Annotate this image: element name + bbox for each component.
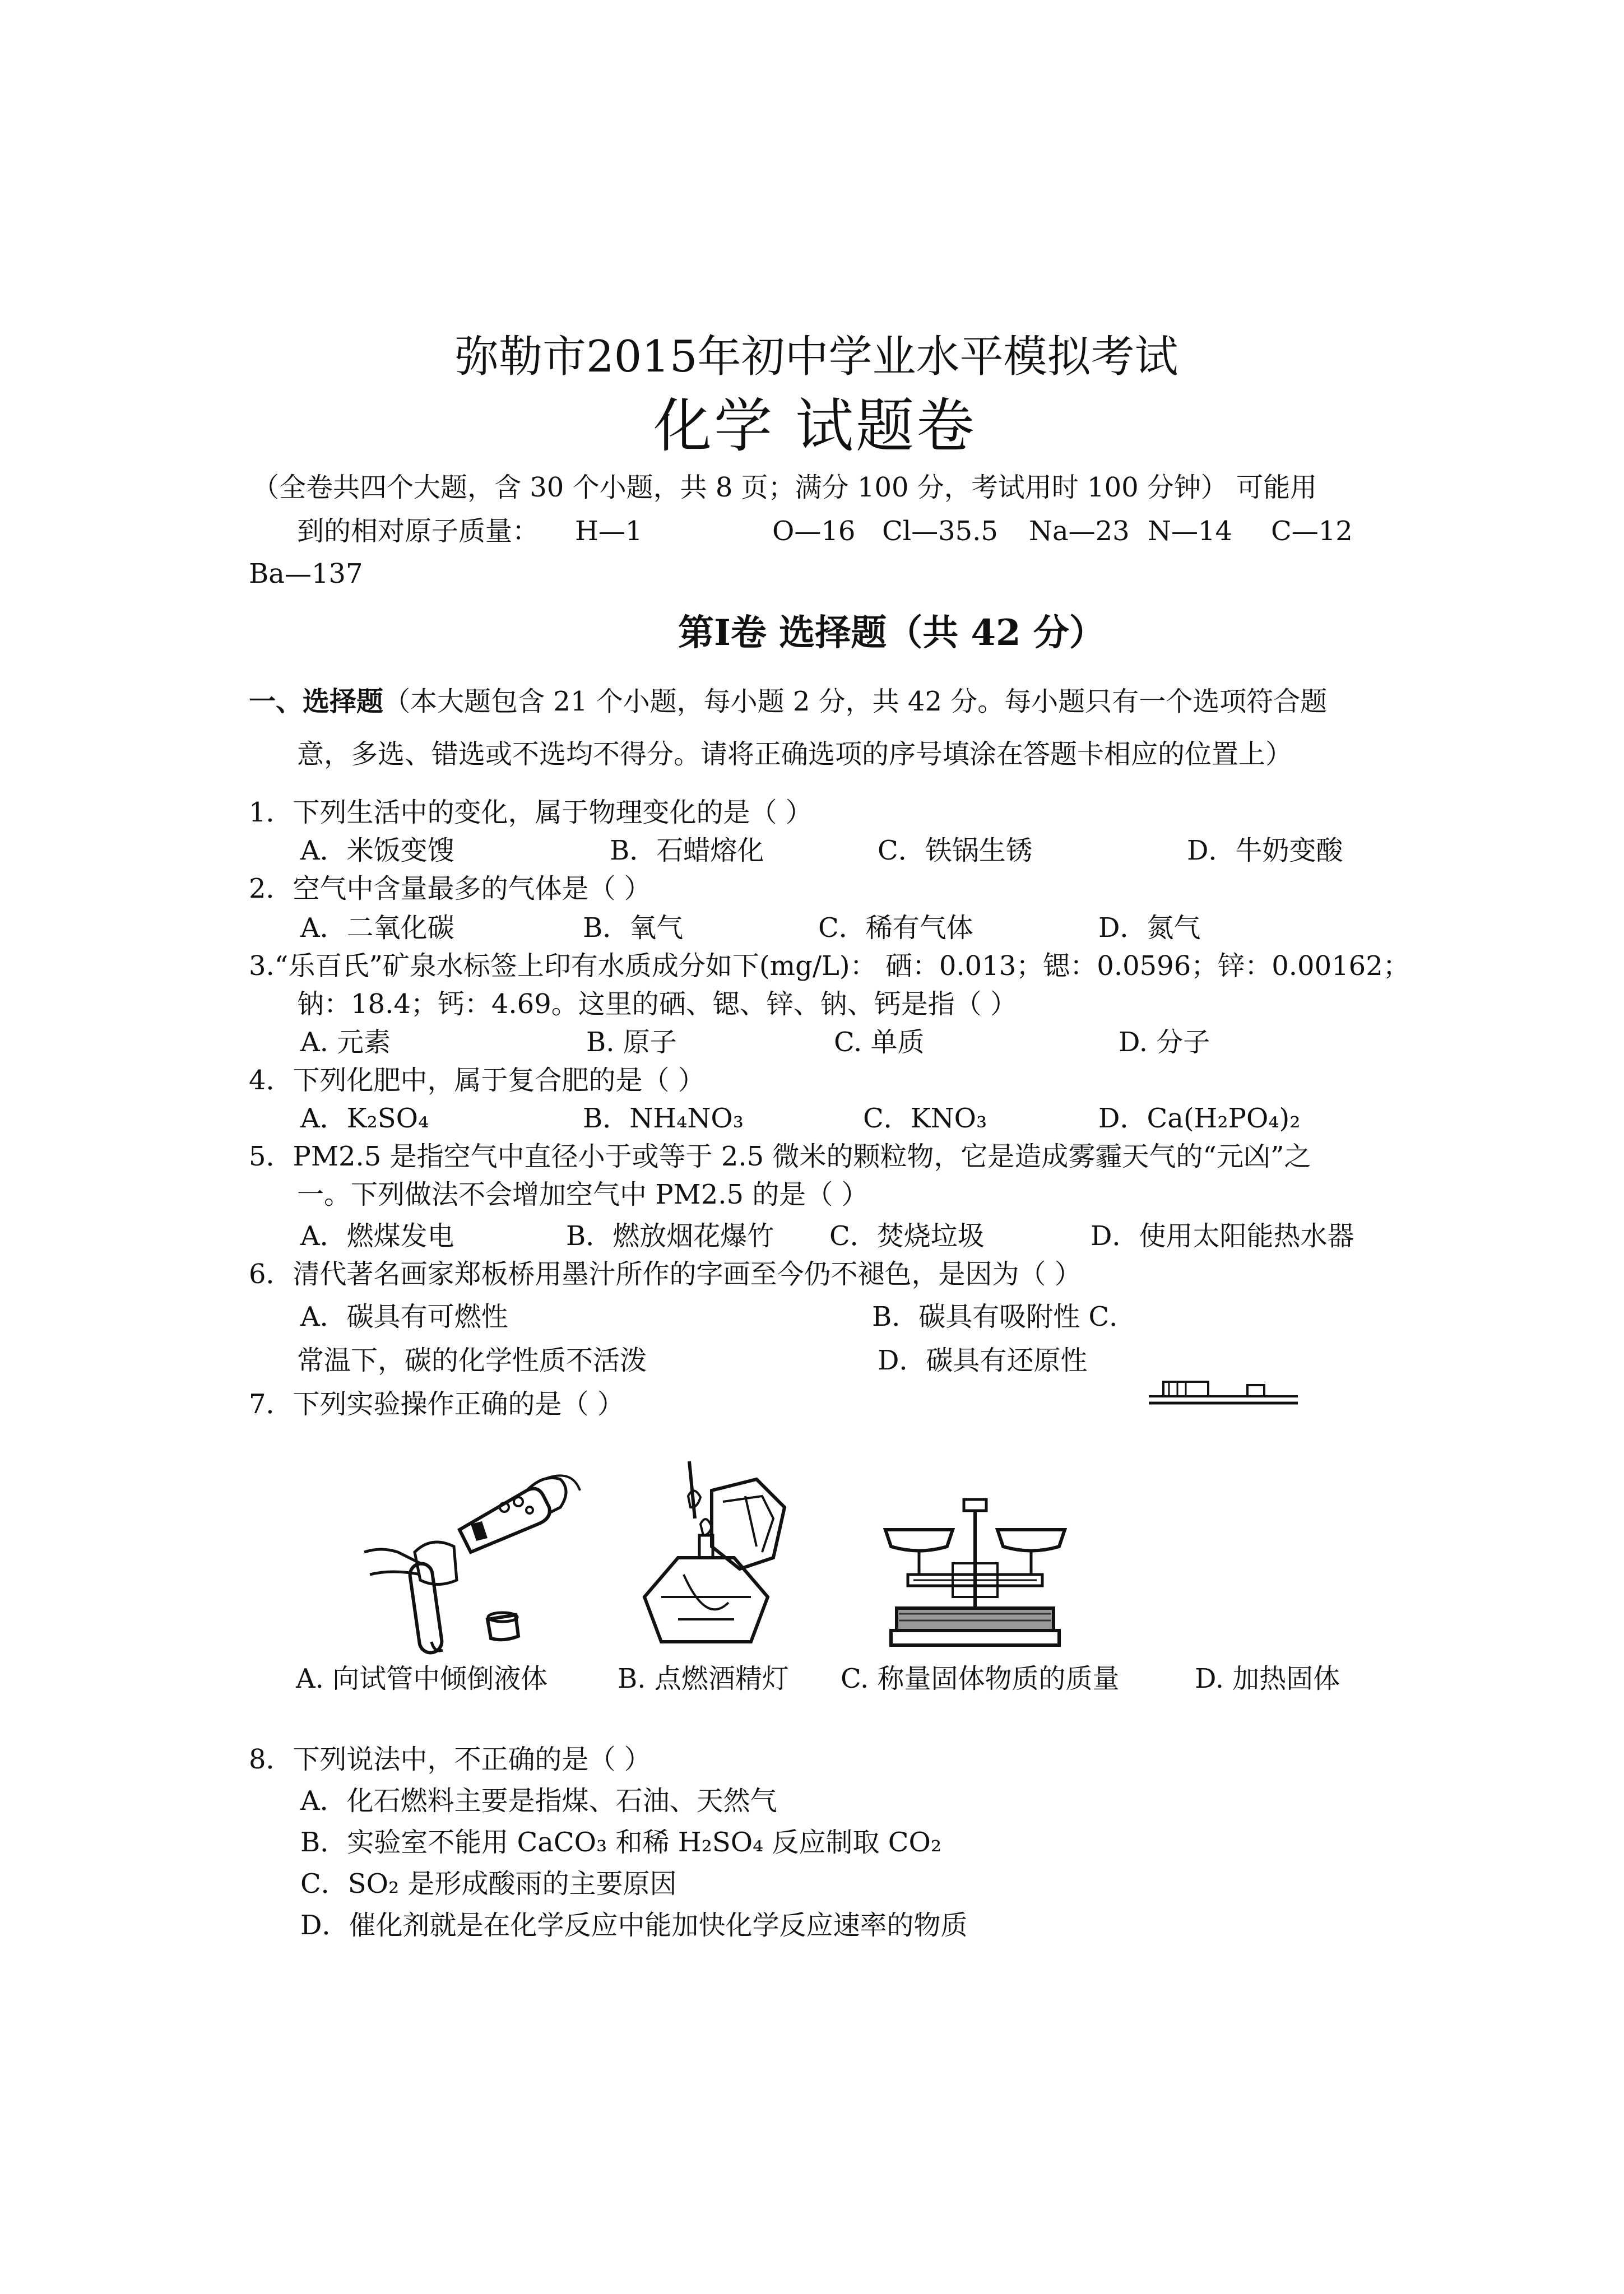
section-heading: 第Ⅰ卷 选择题（共 42 分） (678, 612, 1105, 654)
q2-stem: 2．空气中含量最多的气体是（ ） (249, 873, 651, 904)
q6-option-c: 常温下，碳的化学性质不活泼 (297, 1345, 647, 1376)
figure-b-alcohol-lamp (628, 1457, 796, 1659)
q4-stem: 4．下列化肥中，属于复合肥的是（ ） (249, 1065, 705, 1096)
q5-option-c: C．焚烧垃圾 (829, 1220, 985, 1252)
q5-stem-line1: 5．PM2.5 是指空气中直径小于或等于 2.5 微米的颗粒物，它是造成雾霾天气的“元凶”之 (249, 1141, 1311, 1172)
q4-option-a: A．K₂SO₄ (300, 1103, 429, 1134)
q1-stem: 1．下列生活中的变化，属于物理变化的是（ ） (249, 797, 813, 828)
atomic-mass-cl: Cl—35.5 (882, 516, 998, 547)
q8-stem: 8．下列说法中，不正确的是（ ） (249, 1744, 651, 1775)
q3-option-d: D. 分子 (1119, 1027, 1210, 1058)
q2-option-a: A．二氧化碳 (300, 912, 454, 944)
exam-subtitle: 化学 试题卷 (653, 392, 977, 460)
balance-fragment-figure (1147, 1374, 1303, 1414)
q2-option-d: D．氮气 (1098, 912, 1201, 944)
q3-option-a: A. 元素 (300, 1027, 391, 1058)
q8-option-b: B．实验室不能用 CaCO₃ 和稀 H₂SO₄ 反应制取 CO₂ (300, 1827, 942, 1858)
q7-caption-d: D. 加热固体 (1195, 1663, 1340, 1694)
q6-option-b: B．碳具有吸附性 C． (872, 1301, 1136, 1332)
atomic-mass-label: 到的相对原子质量： (297, 516, 540, 547)
q7-stem: 7．下列实验操作正确的是（ ） (249, 1389, 624, 1420)
q5-option-d: D．使用太阳能热水器 (1091, 1220, 1354, 1252)
q5-option-b: B．燃放烟花爆竹 (566, 1220, 774, 1252)
atomic-mass-h: H—1 (575, 516, 643, 547)
q7-caption-a: A. 向试管中倾倒液体 (296, 1663, 548, 1694)
section-intro-line2: 意，多选、错选或不选均不得分。请将正确选项的序号填涂在答题卡相应的位置上） (297, 739, 1293, 770)
figure-c-balance (874, 1496, 1076, 1653)
q8-option-a: A．化石燃料主要是指煤、石油、天然气 (300, 1785, 777, 1817)
atomic-mass-c: C—12 (1271, 516, 1353, 547)
q2-option-c: C．稀有气体 (818, 912, 973, 944)
q1-option-a: A．米饭变馊 (300, 835, 454, 866)
exam-title: 弥勒市2015年初中学业水平模拟考试 (455, 332, 1178, 382)
figure-a-pouring-liquid (359, 1468, 583, 1659)
q1-option-b: B．石蜡熔化 (610, 835, 764, 866)
q5-option-a: A．燃煤发电 (300, 1220, 454, 1252)
q6-option-d: D．碳具有还原性 (878, 1345, 1088, 1376)
atomic-mass-ba: Ba—137 (249, 558, 363, 589)
q3-option-c: C. 单质 (834, 1027, 925, 1058)
q3-option-b: B. 原子 (586, 1027, 677, 1058)
section-intro-text: （本大题包含 21 个小题，每小题 2 分，共 42 分。每小题只有一个选项符合题 (383, 686, 1328, 717)
q7-caption-c: C. 称量固体物质的质量 (841, 1663, 1120, 1694)
q8-option-d: D．催化剂就是在化学反应中能加快化学反应速率的物质 (300, 1910, 968, 1941)
q1-option-d: D．牛奶变酸 (1187, 835, 1343, 866)
q5-stem-line2: 一。下列做法不会增加空气中 PM2.5 的是（ ） (297, 1179, 869, 1210)
q7-caption-b: B. 点燃酒精灯 (618, 1663, 789, 1694)
atomic-mass-o: O—16 (772, 516, 856, 547)
exam-instructions: （全卷共四个大题，含 30 个小题，共 8 页；满分 100 分，考试用时 100 分钟） 可能用 (252, 472, 1317, 503)
atomic-mass-n: N—14 (1148, 516, 1233, 547)
section-intro-prefix: 一、选择题 (249, 686, 384, 717)
q6-option-a: A．碳具有可燃性 (300, 1301, 508, 1332)
section-intro-line1 (249, 685, 1327, 718)
q1-option-c: C．铁锅生锈 (878, 835, 1033, 866)
q4-option-c: C．KNO₃ (863, 1103, 987, 1134)
q4-option-b: B．NH₄NO₃ (583, 1103, 744, 1134)
q2-option-b: B．氧气 (583, 912, 684, 944)
q3-stem-line1: 3.“乐百氏”矿泉水标签上印有水质成分如下(mg/L)： 硒：0.013；锶：0.0596；锌：0.00162； (249, 950, 1410, 982)
q3-stem-line2: 钠：18.4；钙：4.69。这里的硒、锶、锌、钠、钙是指（ ） (297, 988, 1018, 1020)
q6-stem: 6．清代著名画家郑板桥用墨汁所作的字画至今仍不褪色，是因为（ ） (249, 1259, 1082, 1290)
atomic-mass-na: Na—23 (1029, 516, 1130, 547)
q4-option-d: D．Ca(H₂PO₄)₂ (1098, 1103, 1301, 1134)
q8-option-c: C．SO₂ 是形成酸雨的主要原因 (300, 1868, 677, 1900)
